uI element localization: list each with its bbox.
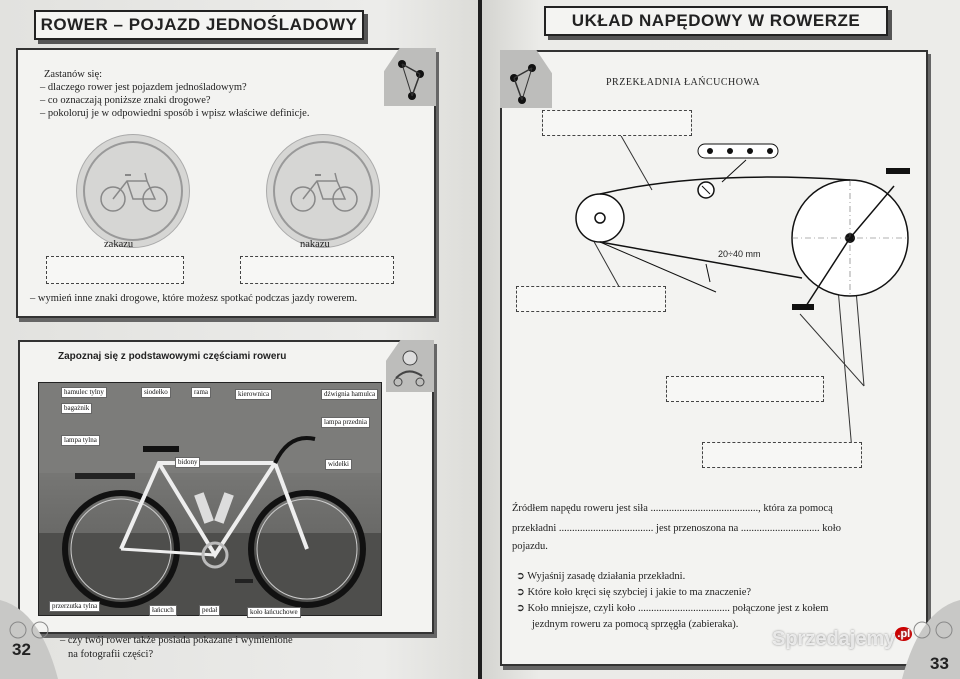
prohibition-answer-box[interactable] <box>46 256 184 284</box>
diagram-title: PRZEKŁADNIA ŁAŃCUCHOWA <box>606 77 761 88</box>
answer-box-1[interactable] <box>542 110 692 136</box>
part-label-bidony: bidony <box>175 457 200 468</box>
cyclist-cartoon-icon <box>390 348 426 388</box>
answer-box-2[interactable] <box>516 286 666 312</box>
panel2-question-1: – czy twój rower także posiada pokazane i wymienione <box>60 635 293 646</box>
part-label-lampa-przednia: lampa przednia <box>321 417 370 428</box>
panel1-line-3: – co oznaczają poniższe znaki drogowe? <box>40 95 211 106</box>
answer-box-4[interactable] <box>702 442 862 468</box>
bullet-1-text: Wyjaśnij zasadę działania przekładni. <box>527 571 686 582</box>
right-page <box>482 0 960 679</box>
part-label-przerzutka-tylna: przerzutka tylna <box>49 601 100 612</box>
panel2-heading: Zapoznaj się z podstawowymi częściami roweru <box>58 351 287 362</box>
prohibition-label: zakazu <box>104 239 134 250</box>
bicycle-icon <box>289 165 359 215</box>
part-label-bagaznik: bagażnik <box>61 403 92 414</box>
part-label-kolo-lancuchowe: koło łańcuchowe <box>247 607 301 618</box>
part-label-kierownica: kierownica <box>235 389 272 400</box>
arrow-bullet-icon: ➲ <box>516 603 528 614</box>
part-label-hamulec-tylny: hamulec tylny <box>61 387 107 398</box>
panel2-question-2: na fotografii części? <box>68 649 154 660</box>
left-page-number: 32 <box>12 640 31 659</box>
bicycle-icon <box>99 165 169 215</box>
watermark <box>772 628 912 651</box>
part-label-lampa-tylna: lampa tylna <box>61 435 100 446</box>
part-label-dzwignia-hamulca: dźwignia hamulca <box>321 389 378 400</box>
watermark-suffix: .pl <box>897 628 911 640</box>
drive-paragraph-line-2: przekładni .................................... jest przenoszona na .............................. koło <box>512 523 841 534</box>
watermark-text: Sprzedajemy <box>772 628 896 650</box>
bullet-2 <box>516 586 751 599</box>
mandatory-sign <box>266 134 380 248</box>
panel1-line-4: – pokoloruj je w odpowiedni sposób i wpisz właściwe definicje. <box>40 108 310 119</box>
bicycle-parts-panel <box>18 340 434 634</box>
part-label-rama: rama <box>191 387 211 398</box>
drive-panel <box>500 50 928 666</box>
bullet-3-text: Koło mniejsze, czyli koło ................................... połączone jest z kołem <box>527 603 829 614</box>
panel1-line-2: – dlaczego rower jest pojazdem jednośladowym? <box>40 82 247 93</box>
mandatory-label: nakazu <box>300 239 330 250</box>
arrow-bullet-icon: ➲ <box>516 571 528 582</box>
bicycle-photo <box>38 382 382 616</box>
panel1-line-1: Zastanów się: <box>44 69 103 80</box>
answer-box-3[interactable] <box>666 376 824 402</box>
bullet-1 <box>516 570 685 583</box>
part-label-widelki: widełki <box>325 459 352 470</box>
bullet-2-text: Które koło kręci się szybciej i jakie to ma znaczenie? <box>527 587 752 598</box>
measurement-label: 20÷40 mm <box>718 249 761 259</box>
left-page <box>0 0 478 679</box>
part-label-pedal: pedał <box>199 605 220 616</box>
part-label-lancuch: łańcuch <box>149 605 177 616</box>
bullet-3-continued: jezdnym roweru za pomocą sprzęgła (zabieraka). <box>532 619 739 630</box>
signs-panel <box>16 48 436 318</box>
left-title: ROWER – POJAZD JEDNOŚLADOWY <box>34 10 364 40</box>
cyclist-icon <box>390 54 430 104</box>
prohibition-sign <box>76 134 190 248</box>
drive-paragraph-line-1: Źródłem napędu roweru jest siła ........................................., która za pomocą <box>512 503 833 514</box>
mandatory-answer-box[interactable] <box>240 256 394 284</box>
part-label-siodelko: siodełko <box>141 387 171 398</box>
drive-paragraph-line-3: pojazdu. <box>512 541 548 552</box>
right-title: UKŁAD NAPĘDOWY W ROWERZE <box>544 6 888 36</box>
bullet-3 <box>516 602 828 615</box>
arrow-bullet-icon: ➲ <box>516 587 528 598</box>
panel1-bottom-line: – wymień inne znaki drogowe, które możesz spotkać podczas jazdy rowerem. <box>30 293 358 304</box>
right-page-number: 33 <box>930 654 949 673</box>
